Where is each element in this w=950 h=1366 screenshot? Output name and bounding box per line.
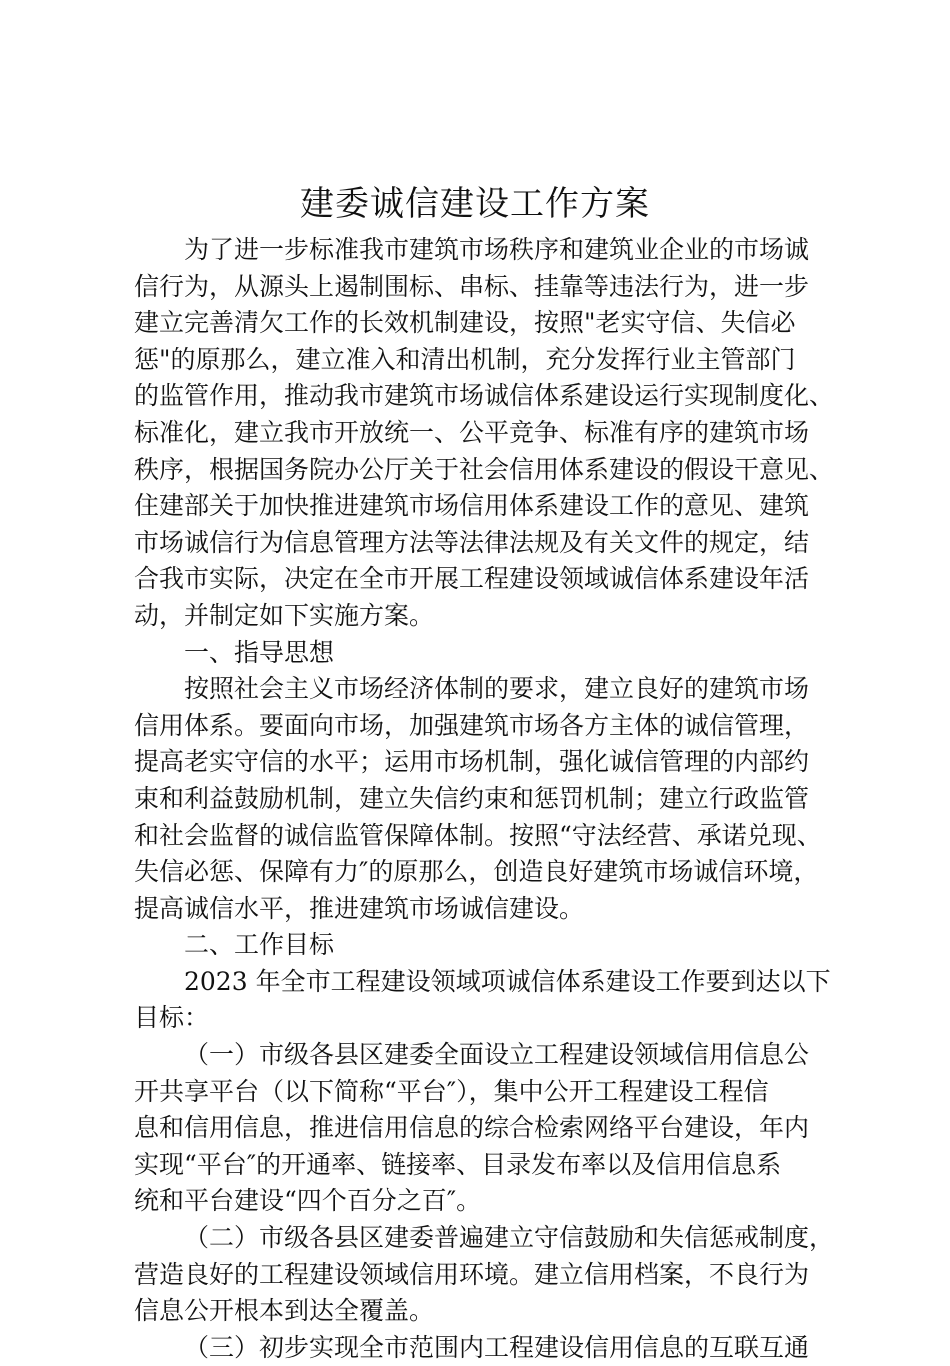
- paragraph-goals-line: 2023 年全市工程建设领域项诚信体系建设工作要到达以下: [184, 966, 831, 996]
- document-body: [134, 232, 834, 1366]
- paragraph-intro-line: 标准化，建立我市开放统一、公平竞争、标准有序的建筑市场: [134, 417, 810, 447]
- paragraph-intro-line: 住建部关于加快推进建筑市场信用体系建设工作的意见、建筑: [134, 491, 810, 521]
- goal-item-2-line: 营造良好的工程建设领域信用环境。建立信用档案，不良行为: [134, 1259, 810, 1289]
- document-title: 建委诚信建设工作方案: [300, 184, 650, 224]
- goal-item-2-line: 信息公开根本到达全覆盖。: [134, 1296, 435, 1326]
- paragraph-intro-line: 的监管作用，推动我市建筑市场诚信体系建设运行实现制度化、: [134, 381, 835, 411]
- paragraph-intro-line: 动，并制定如下实施方案。: [134, 600, 435, 630]
- goal-item-1-line: 实现“平台″的开通率、链接率、目录发布率以及信用信息系: [134, 1149, 782, 1179]
- paragraph-intro-line: 信行为，从源头上遏制围标、串标、挂靠等违法行为，进一步: [134, 271, 810, 301]
- paragraph-guiding-line: 和社会监督的诚信监管保障体制。按照“守法经营、承诺兑现、: [134, 820, 822, 850]
- paragraph-guiding-line: 信用体系。要面向市场，加强建筑市场各方主体的诚信管理，: [134, 710, 810, 740]
- paragraph-goals-line: 目标：: [134, 1003, 210, 1033]
- paragraph-guiding-line: 提高老实守信的水平；运用市场机制，强化诚信管理的内部约: [134, 747, 810, 777]
- paragraph-guiding-line: 束和利益鼓励机制，建立失信约束和惩罚机制；建立行政监管: [134, 783, 810, 813]
- paragraph-intro-line: 为了进一步标准我市建筑市场秩序和建筑业企业的市场诚: [184, 235, 810, 264]
- section-heading-guiding-thought: 一、指导思想: [184, 637, 335, 667]
- paragraph-guiding-line: 按照社会主义市场经济体制的要求，建立良好的建筑市场: [184, 674, 810, 704]
- goal-item-2-line: （二）市级各县区建委普遍建立守信鼓励和失信惩戒制度，: [184, 1223, 835, 1253]
- paragraph-guiding-line: 失信必惩、保障有力″的原那么，创造良好建筑市场诚信环境，: [134, 857, 819, 887]
- goal-item-1-line: 息和信用信息，推进信用信息的综合检索网络平台建设，年内: [134, 1113, 810, 1143]
- goal-item-3-line: （三）初步实现全市范围内工程建设信用信息的互联互通: [184, 1332, 810, 1362]
- paragraph-intro-line: 秩序，根据国务院办公厅关于社会信用体系建设的假设干意见、: [134, 454, 835, 484]
- goal-item-1-line: （一）市级各县区建委全面设立工程建设领域信用信息公: [184, 1040, 810, 1070]
- goal-item-1-line: 统和平台建设“四个百分之百″。: [134, 1186, 482, 1216]
- paragraph-intro-line: 建立完善清欠工作的长效机制建设，按照"老实守信、失信必: [134, 308, 796, 338]
- section-heading-work-goals: 二、工作目标: [184, 930, 335, 960]
- paragraph-guiding-line: 提高诚信水平，推进建筑市场诚信建设。: [134, 893, 585, 923]
- paragraph-intro-line: 市场诚信行为信息管理方法等法律法规及有关文件的规定，结: [134, 527, 810, 557]
- goal-item-1-line: 开共享平台（以下简称“平台″），集中公开工程建设工程信: [134, 1076, 769, 1106]
- paragraph-intro-line: 惩"的原那么，建立准入和清出机制，充分发挥行业主管部门: [134, 344, 796, 374]
- paragraph-intro-line: 合我市实际，决定在全市开展工程建设领域诚信体系建设年活: [134, 564, 810, 594]
